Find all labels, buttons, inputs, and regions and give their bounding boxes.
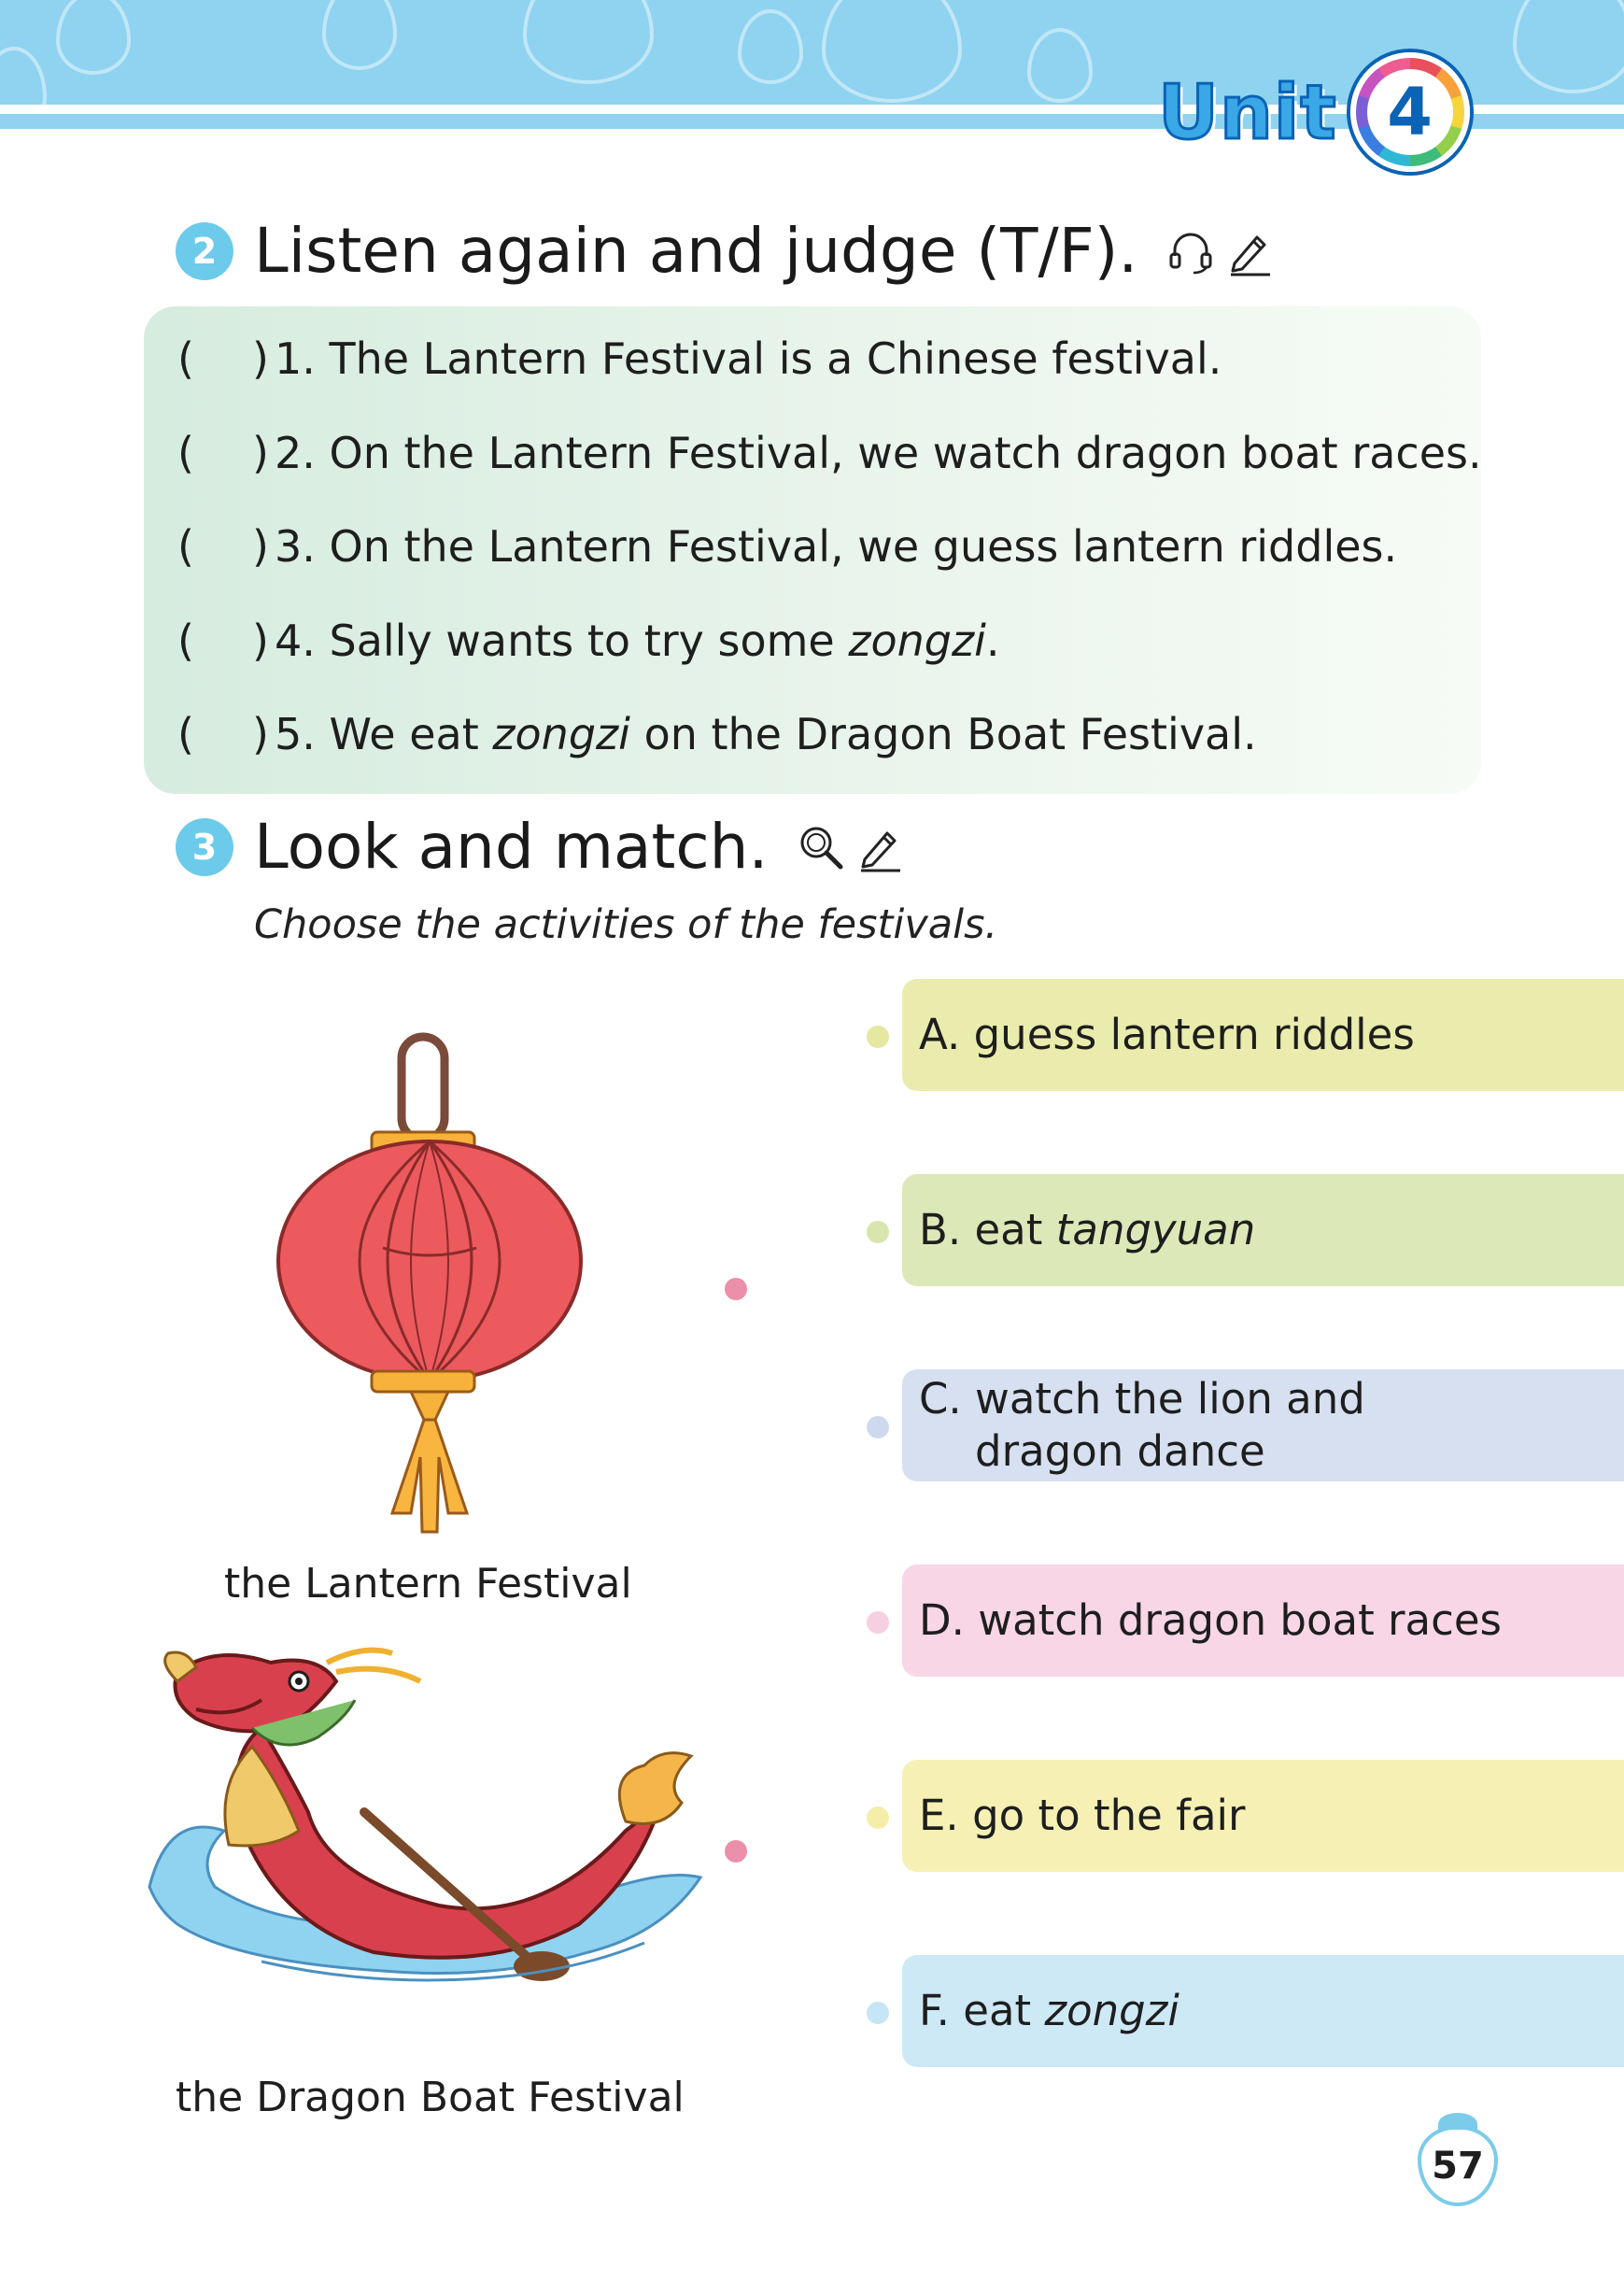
choice-letter: C.: [919, 1374, 962, 1424]
answer-blank-close: ): [252, 428, 269, 478]
statement-text: 4. Sally wants to try some: [275, 616, 849, 666]
match-dot[interactable]: [867, 1611, 889, 1634]
choice-b[interactable]: [902, 1174, 1624, 1286]
strawberry-pattern-icon: [1027, 28, 1093, 103]
choice-italic-word: tangyuan: [1055, 1205, 1256, 1254]
statement-text: 5. We eat: [275, 709, 493, 759]
unit-number-ring: [1350, 52, 1470, 172]
strawberry-pattern-icon: [56, 0, 131, 75]
judge-statement: 3. On the Lantern Festival, we guess lantern riddles.: [275, 521, 1398, 572]
answer-blank-close: ): [252, 521, 269, 572]
match-dot-lantern[interactable]: [725, 1278, 747, 1300]
unit-number: 4: [1367, 69, 1453, 155]
unit-badge: [1158, 51, 1470, 173]
choice-text: watch the lion and: [975, 1374, 1365, 1424]
red-lantern-icon: [261, 1027, 598, 1551]
answer-blank[interactable]: (: [177, 428, 194, 478]
judge-item-4: [177, 616, 1000, 666]
statement-text: on the Dragon Boat Festival.: [629, 709, 1257, 759]
match-dot[interactable]: [867, 1806, 889, 1829]
choice-text: guess lantern riddles: [973, 1010, 1415, 1059]
match-dot[interactable]: [867, 1221, 889, 1243]
match-dot[interactable]: [867, 1416, 889, 1438]
choice-letter: B.: [919, 1205, 962, 1254]
judge-item-2: [177, 428, 1482, 478]
choice-d[interactable]: [902, 1565, 1624, 1677]
judge-statement: 1. The Lantern Festival is a Chinese festival.: [275, 333, 1222, 384]
statement-text: .: [985, 616, 1000, 666]
strawberry-pattern-icon: [822, 0, 962, 103]
headphones-icon: [1165, 226, 1216, 276]
answer-blank[interactable]: (: [177, 521, 194, 572]
section-number: 2: [176, 222, 233, 280]
match-dot[interactable]: [867, 2002, 889, 2024]
answer-blank-close: ): [252, 333, 269, 384]
judge-statement: [275, 709, 1257, 759]
choice-e[interactable]: [902, 1760, 1624, 1872]
page-number-badge: [1418, 2113, 1498, 2206]
pencil-icon: [1223, 226, 1274, 276]
choice-text: watch dragon boat races: [978, 1595, 1503, 1645]
choice-a[interactable]: [902, 979, 1624, 1091]
statement-italic-word: zongzi: [848, 616, 986, 666]
dragon-boat-icon: [140, 1644, 719, 2018]
choice-letter: A.: [919, 1010, 961, 1059]
strawberry-pattern-icon: [523, 0, 654, 84]
magnifier-icon: [796, 822, 846, 872]
unit-label: Unit: [1158, 68, 1337, 156]
choice-text: eat: [974, 1205, 1056, 1254]
strawberry-pattern-icon: [1513, 0, 1624, 93]
choice-italic-word: zongzi: [1044, 1986, 1179, 2035]
answer-blank[interactable]: (: [177, 616, 194, 666]
section-3-heading: [176, 811, 904, 883]
choice-letter: E.: [919, 1791, 959, 1840]
judge-item-5: [177, 709, 1257, 759]
page-number: 57: [1418, 2126, 1498, 2206]
section-number: 3: [176, 818, 233, 876]
choice-c[interactable]: [902, 1369, 1624, 1481]
instruction-text: Choose the activities of the festivals.: [254, 901, 998, 948]
choice-text: eat: [963, 1986, 1045, 2035]
section-title: Look and match.: [254, 811, 769, 883]
choice-letter: F.: [919, 1986, 950, 2035]
judge-item-3: [177, 521, 1397, 572]
match-dot-dragon-boat[interactable]: [725, 1840, 747, 1863]
statement-italic-word: zongzi: [492, 709, 630, 759]
strawberry-pattern-icon: [738, 9, 803, 84]
festival-label: the Lantern Festival: [224, 1560, 632, 1608]
answer-blank-close: ): [252, 616, 269, 666]
choice-text: dragon dance: [975, 1426, 1265, 1476]
strawberry-pattern-icon: [0, 47, 47, 112]
strawberry-pattern-icon: [322, 0, 397, 70]
section-title: Listen again and judge (T/F).: [254, 215, 1138, 287]
judge-item-1: [177, 333, 1222, 384]
answer-blank[interactable]: (: [177, 333, 194, 384]
section-2-heading: [176, 215, 1274, 287]
festival-label: the Dragon Boat Festival: [176, 2074, 685, 2121]
answer-blank-close: ): [252, 709, 269, 759]
answer-blank[interactable]: (: [177, 709, 194, 759]
pencil-icon: [854, 822, 904, 872]
choice-letter: D.: [919, 1595, 965, 1645]
choice-f[interactable]: [902, 1955, 1624, 2067]
match-dot[interactable]: [867, 1026, 889, 1048]
judge-statement: 2. On the Lantern Festival, we watch dragon boat races.: [275, 428, 1482, 478]
judge-statement: [275, 616, 1000, 666]
choice-text: go to the fair: [972, 1791, 1246, 1840]
